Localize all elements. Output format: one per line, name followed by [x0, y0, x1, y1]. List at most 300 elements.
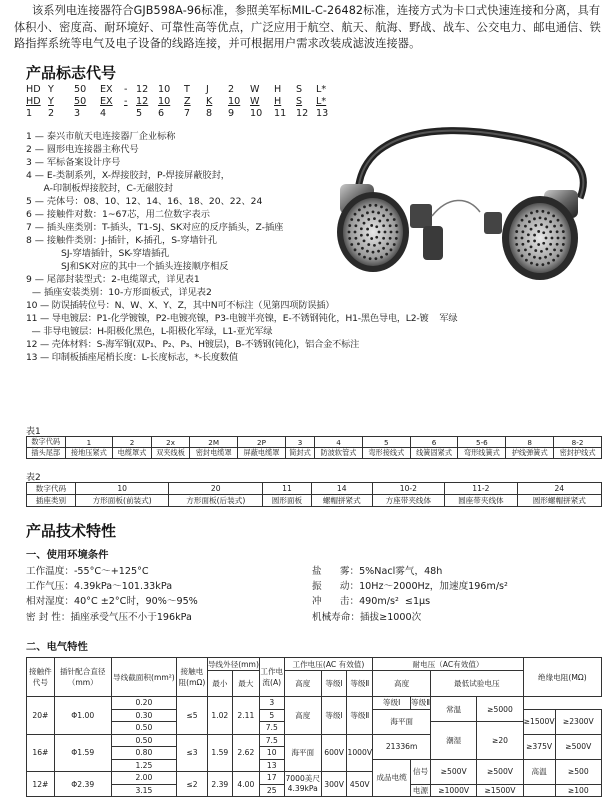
legend-item: SJ和SK对应的其中一个插头连接顺序相反	[26, 261, 229, 272]
pin-hole	[384, 231, 387, 234]
legend-item: 6 — 接触件对数：1~67芯，用二位数字表示	[26, 209, 210, 220]
code-cell: 2	[48, 108, 55, 119]
elec-cell: 成品电缆	[373, 759, 411, 797]
elec-cell: 最低试验电压	[431, 671, 524, 697]
elec-cell: 0.20	[111, 697, 176, 710]
code-block	[26, 84, 338, 119]
pin-hole	[528, 220, 531, 223]
code-cell: 11	[274, 108, 287, 119]
elec-cell: ≥1500V	[477, 784, 523, 797]
pin-hole	[382, 237, 385, 240]
pin-hole	[363, 256, 366, 259]
code-cell: HD	[26, 84, 41, 95]
elec-cell: 电源	[411, 784, 431, 797]
pin-hole	[521, 230, 524, 233]
code-cell: 13	[316, 108, 329, 119]
code-cell: Z	[184, 96, 191, 107]
pin-hole	[377, 250, 380, 253]
table-cell: 11-2	[445, 483, 518, 495]
pin-hole	[515, 243, 518, 246]
pin-hole	[395, 237, 398, 240]
pin-hole	[521, 243, 524, 246]
pin-hole	[354, 224, 357, 227]
pin-hole	[366, 250, 369, 253]
table-cell: 插头尾部	[27, 448, 66, 459]
pin-hole	[367, 243, 370, 246]
pin-hole	[390, 231, 393, 234]
elec-cell	[523, 784, 555, 797]
pin-hole	[378, 231, 381, 234]
pin-hole	[541, 263, 544, 266]
elec-cell: 3.15	[111, 784, 176, 797]
pin-hole	[350, 243, 353, 246]
elec-cell: ≥5000	[477, 697, 523, 722]
pin-hole	[530, 246, 533, 249]
elec-cell: 绝缘电阻(MΩ)	[523, 658, 601, 697]
pin-hole	[547, 262, 550, 265]
table-cell: 11	[263, 483, 312, 495]
elec-cell: 0.30	[111, 709, 176, 722]
pin-hole	[354, 213, 357, 216]
env-item: 工作温度：-55°C～+125°C	[26, 566, 149, 577]
pin-hole	[366, 234, 369, 237]
table-cell: 插座类别	[27, 495, 76, 507]
pin-hole	[553, 248, 556, 251]
pin-hole	[360, 234, 363, 237]
pin-hole	[544, 256, 547, 259]
table-cell: 螺帽拼紧式	[311, 495, 372, 507]
pin-hole	[545, 237, 548, 240]
pin-hole	[551, 237, 554, 240]
code-cell: EX	[100, 96, 113, 107]
pin-hole	[348, 224, 351, 227]
pin-hole	[358, 208, 361, 211]
code-cell: 10	[250, 108, 263, 119]
elec-cell: 0.50	[111, 734, 176, 747]
elec-cell: 高度	[373, 671, 431, 697]
pin-hole	[377, 211, 380, 214]
pin-hole	[360, 227, 363, 230]
code-cell: 5	[136, 108, 143, 119]
elec-cell: ≥20	[477, 722, 523, 760]
pin-hole	[354, 248, 357, 251]
elec-cell: 450V	[347, 772, 373, 797]
pin-hole	[357, 242, 360, 245]
pin-hole	[354, 231, 357, 234]
pin-hole	[357, 219, 360, 222]
legend-item: 5 — 壳体号：08、10、12、14、16、18、20、22、24	[26, 196, 263, 207]
pin-hole	[524, 225, 527, 228]
env-right	[312, 564, 508, 625]
pin-hole	[557, 219, 560, 222]
elec-cell: 2.39	[207, 772, 232, 797]
pin-hole	[534, 249, 537, 252]
pin-hole	[515, 230, 518, 233]
elec-cell: ≥1000V	[431, 784, 477, 797]
pin-hole	[370, 224, 373, 227]
pin-hole	[533, 240, 536, 243]
pin-hole	[363, 205, 366, 208]
pin-hole	[533, 256, 536, 259]
pin-hole	[552, 259, 555, 262]
elec-cell: 4.00	[232, 772, 259, 797]
pin-hole	[533, 234, 536, 237]
pin-hole	[370, 237, 373, 240]
elec-cell: Φ1.00	[54, 697, 111, 735]
env-item: 冲 击：490m/s² ≤1μs	[312, 596, 431, 608]
elec-cell: 等级Ⅰ	[321, 697, 346, 735]
table-cell: 圆形面板	[263, 495, 312, 507]
pin-hole	[372, 210, 375, 213]
code-cell: 12	[296, 108, 309, 119]
elec-cell: 0.80	[111, 747, 176, 760]
code-cell: 7	[184, 108, 191, 119]
table-cell: 密封电缆罩	[190, 448, 238, 459]
elec-cell: ≥500	[555, 759, 601, 784]
legend-item: A-印制板焊接胶封，C-无磁胶封	[26, 183, 173, 194]
legend-item: 10 — 防误插转位号：N、W、X、Y、Z，其中N可不标注（见第四项防误插）	[26, 300, 335, 311]
elec-cell: 300V	[321, 772, 346, 797]
elec-cell: ≥375V	[523, 734, 555, 759]
tech-title: 产品技术特性	[26, 522, 117, 540]
pin-hole	[549, 230, 552, 233]
pin-hole	[553, 225, 556, 228]
elec-cell: 工作电流(A)	[259, 658, 284, 697]
table-cell: 6	[410, 437, 458, 448]
elec-cell: 7000美尺 4.39kPa	[284, 772, 321, 797]
table-cell: 10	[75, 483, 169, 495]
pin-hole	[521, 219, 524, 222]
code-cell: 10	[228, 96, 241, 107]
pin-hole	[375, 225, 378, 228]
pin-hole	[385, 208, 388, 211]
marking-title: 产品标志代号	[26, 64, 117, 82]
elec-cell: 工作电压(AC 有效值)	[284, 658, 373, 671]
code-cell: H	[274, 96, 282, 107]
elec-cell: 7.5	[259, 734, 284, 747]
pin-hole	[534, 224, 537, 227]
code-cell: 10	[158, 96, 171, 107]
elec-cell: 等级Ⅱ	[411, 698, 430, 708]
pin-hole	[517, 224, 520, 227]
pin-hole	[521, 237, 524, 240]
elec-cell: 耐电压（AC有效值）	[373, 658, 523, 671]
elec-cell: 0.50	[111, 722, 176, 735]
code-cell: 12	[136, 96, 149, 107]
pin-hole	[517, 249, 520, 252]
table-cell: 2x	[151, 437, 190, 448]
elec-cell: Φ2.39	[54, 772, 111, 797]
pin-hole	[382, 214, 385, 217]
legend-item: 1 — 泰兴市航天电连接器厂企业标称	[26, 131, 176, 142]
pin-hole	[358, 253, 361, 256]
pin-hole	[525, 214, 528, 217]
elec-cell: 21336m	[373, 734, 431, 759]
table-cell: 5-6	[458, 437, 506, 448]
intro-paragraph: 该系列电连接器符合GJB598A-96标准，参照美军标MIL-C-26482标准，连接方式为卡口式快速连接和分离，具有体积小、密度高、耐环境好、可靠性高等优点，广泛应用于航空、航天、航海、野战、战车、公交电力、邮电通信、铁路指挥系统等电气及电子设备的线路连接，并可根据用户需求改装成滤波连接器。	[14, 4, 601, 50]
elec-cell: 13	[259, 759, 284, 772]
table-cell: 2M	[190, 437, 238, 448]
elec-cell: ≥500V	[555, 734, 601, 759]
pin-hole	[375, 236, 378, 239]
table-cell: 圆座带夹线体	[445, 495, 518, 507]
pin-hole	[563, 237, 566, 240]
pin-hole	[380, 256, 383, 259]
code-cell: S	[296, 96, 303, 107]
pin-hole	[524, 248, 527, 251]
elec-cell: 600V	[321, 734, 346, 772]
table2-label: 表2	[26, 473, 41, 483]
table-cell: 方座带夹线体	[372, 495, 445, 507]
pin-hole	[380, 205, 383, 208]
legend-item: — 插座安装类别：10-方形面板式，详见表2	[26, 287, 212, 298]
table-cell: 密封护线式	[554, 448, 602, 459]
pin-hole	[389, 224, 392, 227]
pin-hole	[556, 230, 559, 233]
pin-hole	[557, 254, 560, 257]
pin-hole	[527, 233, 530, 236]
table-cell: 简封式	[285, 448, 314, 459]
pin-hole	[396, 231, 399, 234]
pin-hole	[348, 231, 351, 234]
pin-hole	[547, 211, 550, 214]
pin-hole	[530, 228, 533, 231]
pin-hole	[530, 211, 533, 214]
pin-hole	[560, 224, 563, 227]
elec-cell: 接触件代号	[27, 658, 55, 697]
code-cell: 3	[74, 108, 81, 119]
pin-hole	[541, 210, 544, 213]
elec-cell: 插针配合直径（mm）	[54, 658, 111, 697]
pin-hole	[385, 253, 388, 256]
env-title: 一、使用环境条件	[26, 549, 109, 561]
pin-hole	[369, 204, 372, 207]
code-cell: Y	[48, 96, 54, 107]
pin-hole	[372, 251, 375, 254]
pin-hole	[369, 257, 372, 260]
pin-hole	[533, 217, 536, 220]
code-cell: S	[296, 84, 303, 95]
table1-type-row	[27, 448, 602, 459]
elec-cell: 信号	[411, 759, 431, 784]
pin-hole	[382, 247, 385, 250]
elec-cell: 海平面	[373, 709, 431, 734]
elec-cell: 接触电阻(mΩ)	[177, 658, 208, 697]
pin-hole	[540, 250, 543, 253]
code-cell: -	[124, 84, 128, 95]
pin-hole	[386, 219, 389, 222]
code-cell: L*	[316, 96, 327, 107]
table-cell: 防波软管式	[315, 448, 363, 459]
code-cell: EX	[100, 84, 113, 95]
table-cell: 8	[506, 437, 554, 448]
code-cell: 6	[158, 108, 165, 119]
table2-code-row	[27, 483, 602, 495]
code-cell: 1	[26, 108, 33, 119]
pin-hole	[549, 220, 552, 223]
elec-cell: ≥100	[555, 784, 601, 797]
table-cell: 圆形螺帽拼紧式	[517, 495, 601, 507]
table-cell: 20	[169, 483, 263, 495]
legend-item: 2 — 圆形电连接器主称代号	[26, 144, 139, 155]
elec-cell: ≥500V	[431, 759, 477, 784]
pin-hole	[539, 257, 542, 260]
code-cell: 2	[228, 84, 235, 95]
table-cell: 4	[315, 437, 363, 448]
elec-cell: 等级Ⅱ	[347, 671, 373, 697]
elec-cell: 2.00	[111, 772, 176, 785]
elec-cell: 25	[259, 784, 284, 797]
elec-cell: 3	[259, 697, 284, 710]
code-row-2	[26, 96, 338, 107]
table-cell: 2	[113, 437, 152, 448]
pin-hole	[361, 214, 364, 217]
pin-hole	[552, 214, 555, 217]
table-cell: 弯形线簧式	[458, 448, 506, 459]
pin-hole	[366, 211, 369, 214]
elec-cell: Φ1.59	[54, 734, 111, 772]
pin-hole	[354, 237, 357, 240]
table-cell: 3	[285, 437, 314, 448]
pin-hole	[544, 217, 547, 220]
table-cell: 5	[362, 437, 410, 448]
pin-hole	[367, 218, 370, 221]
pin-hole	[390, 248, 393, 251]
code-cell: T	[184, 84, 190, 95]
pin-hole	[348, 237, 351, 240]
pin-hole	[536, 210, 539, 213]
table-cell: 屏蔽电缆罩	[238, 448, 286, 459]
table1-code-row	[27, 437, 602, 448]
code-cell: 12	[136, 84, 149, 95]
env-item: 振 动：10Hz～2000Hz，加速度196m/s²	[312, 581, 508, 593]
elec-cell: 16#	[27, 734, 55, 772]
elec-cell: 导线截面积(mm²)	[111, 658, 176, 697]
legend-item: 4 — E-类制系列，X-焊接胶封，P-焊接屏蔽胶封，	[26, 170, 230, 181]
legend-item: 8 — 接触件类别：J-插针，K-插孔，S-穿墙针孔	[26, 235, 218, 246]
env-item: 机械寿命：插拔≥1000次	[312, 611, 422, 623]
table-cell: 方形面板(后装式)	[169, 495, 263, 507]
elec-cell: 等级Ⅰ	[321, 671, 346, 697]
elec-cell: 2.11	[232, 697, 259, 735]
elec-cell: 潮湿	[431, 722, 477, 760]
pin-hole	[393, 218, 396, 221]
elec-cell: 高度	[284, 697, 321, 735]
elec-title: 二、电气特性	[26, 641, 88, 653]
pin-hole	[374, 204, 377, 207]
code-cell: 10	[158, 84, 171, 95]
table2	[26, 482, 602, 507]
pin-hole	[549, 253, 552, 256]
code-cell: 8	[206, 108, 213, 119]
elec-cell: 10	[259, 747, 284, 760]
legend-item: 13 — 印制板插座尾梢长度：L-长度标志，*-长度数值	[26, 352, 238, 363]
pin-hole	[540, 223, 543, 226]
env-item: 盐 雾：5%Nacl雾气，48h	[312, 566, 443, 577]
pin-hole	[373, 217, 376, 220]
code-cell: L*	[316, 84, 327, 95]
code-cell: J	[206, 84, 209, 95]
code-cell: W	[250, 84, 260, 95]
elec-cell: ≤5	[177, 697, 208, 735]
pin-hole	[373, 244, 376, 247]
elec-cell: ≥2300V	[555, 709, 601, 734]
elec-cell: 1000V	[347, 734, 373, 772]
table-cell: 护线弹簧式	[506, 448, 554, 459]
pin-hole	[378, 242, 381, 245]
pin-hole	[382, 224, 385, 227]
table-cell: 方形面板(前装式)	[75, 495, 169, 507]
pin-hole	[393, 243, 396, 246]
elec-cell: 5	[259, 709, 284, 722]
pin-hole	[374, 257, 377, 260]
pin-hole	[521, 254, 524, 257]
pin-hole	[361, 247, 364, 250]
code-cell: -	[124, 96, 128, 107]
elec-cell: 1.59	[207, 734, 232, 772]
elec-cell: 12#	[27, 772, 55, 797]
code-row-1	[26, 84, 338, 95]
code-cell: W	[250, 96, 260, 107]
env-item: 密 封 性：插座承受气压不小于196kPa	[26, 611, 192, 623]
elec-cell: 1.02	[207, 697, 232, 735]
pin-hole	[542, 231, 545, 234]
pin-hole	[542, 242, 545, 245]
pin-hole	[386, 242, 389, 245]
pin-hole	[350, 218, 353, 221]
legend-item: 7 — 插头座类别：T-插头，T1-SJ、SK对应的反序插头，Z-插座	[26, 222, 284, 233]
code-row-numbers	[26, 108, 338, 119]
elec-cell: 常温	[431, 697, 477, 722]
code-cell: 50	[74, 96, 87, 107]
pin-hole	[545, 226, 548, 229]
pin-hole	[549, 243, 552, 246]
pin-hole	[366, 228, 369, 231]
elec-cell: 2.62	[232, 734, 259, 772]
elec-cell: ≤3	[177, 734, 208, 772]
table-cell: 接地压紧式	[65, 448, 113, 459]
table-cell: 2P	[238, 437, 286, 448]
pin-hole	[390, 213, 393, 216]
elec-cell: 最小	[207, 671, 232, 697]
pin-hole	[530, 262, 533, 265]
pin-hole	[525, 259, 528, 262]
pin-hole	[537, 230, 540, 233]
code-cell: Y	[48, 84, 54, 95]
elec-cell: ≥1500V	[523, 709, 555, 734]
code-cell: HD	[26, 96, 41, 107]
legend-item: 9 — 尾部封装型式：2-电缆罩式，详见表1	[26, 274, 200, 285]
pin-hole	[545, 248, 548, 251]
elec-cell: 高温	[523, 759, 555, 784]
elec-cell: 高度	[284, 671, 321, 697]
legend-item: 12 — 壳体材料：S-海军铜(双P₁、P₂、P₃、H镀层)，B-不锈钢(钝化)，铝合金不标注	[26, 339, 360, 350]
table-cell: 10-2	[372, 483, 445, 495]
table-cell: 14	[311, 483, 372, 495]
env-item: 相对湿度：40°C ±2°C时，90%～95%	[26, 596, 198, 608]
table1	[26, 436, 602, 459]
elec-cell: 20#	[27, 697, 55, 735]
table-cell: 数字代码	[27, 483, 76, 495]
pin-hole	[378, 220, 381, 223]
table-cell: 数字代码	[27, 437, 66, 448]
legend-item: 3 — 军标备案设计序号	[26, 157, 121, 168]
elec-cell: 1.25	[111, 759, 176, 772]
table-cell: 弯形接线式	[362, 448, 410, 459]
elec-table	[26, 657, 602, 797]
pin-hole	[557, 237, 560, 240]
pin-hole	[537, 243, 540, 246]
